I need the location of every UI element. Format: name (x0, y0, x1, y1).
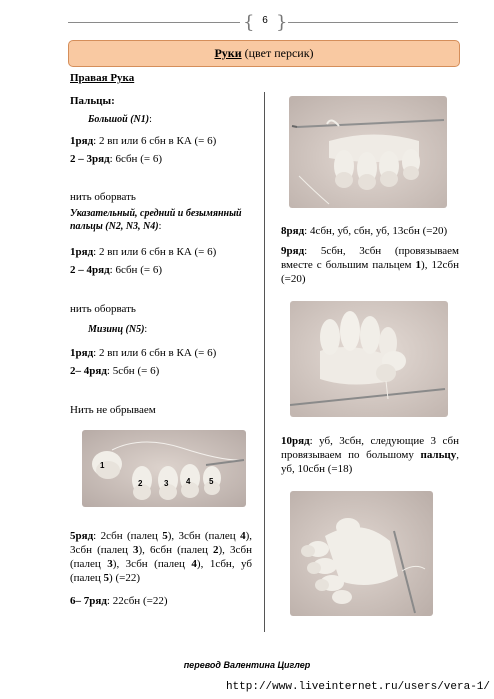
photo-thumb-joined (290, 301, 448, 417)
finger-label-5: 5 (209, 477, 214, 486)
column-divider (264, 92, 265, 632)
thumb-row-1: 1ряд: 2 вп или 6 сбн в КА (= 6) (70, 135, 217, 147)
header-brace-left: { (243, 12, 255, 33)
page-number: 6 (262, 15, 268, 26)
header-rule-left (68, 22, 240, 23)
pinky-label: Мизинц (N5): (88, 324, 148, 335)
middle-fingers-label: Указательный, средний и безымянный пальцы (N2, N3, N4): (70, 208, 242, 232)
finger-label-4: 4 (186, 477, 191, 486)
row-8: 8ряд: 4сбн, уб, сбн, уб, 13сбн (=20) (281, 225, 448, 237)
middle-row-1: 1ряд: 2 вп или 6 сбн в КА (= 6) (70, 246, 217, 258)
finger-label-3: 3 (164, 479, 169, 488)
header-rule-right (288, 22, 458, 23)
pinky-row-2-4: 2– 4ряд: 5сбн (= 6) (70, 365, 160, 377)
section-title: Руки (214, 46, 242, 60)
photo-fingers-on-hook (289, 96, 447, 208)
photo-finished-hand (290, 491, 433, 616)
fingers-label: Пальцы: (70, 95, 115, 107)
right-hand-heading: Правая Рука (70, 72, 135, 84)
photo-five-fingers (82, 430, 246, 507)
row-6-7: 6– 7ряд: 22сбн (=22) (70, 595, 168, 607)
cut-yarn-2: нить оборвать (70, 303, 136, 315)
row-10: 10ряд: уб, 3сбн, следующие 3 сбн провязываем по большому пальцу, уб, 10сбн (=18) (281, 435, 459, 475)
translator-credit: перевод Валентина Циглер (183, 660, 311, 670)
cut-yarn-1: нить оборвать (70, 191, 136, 203)
middle-row-2-4: 2 – 4ряд: 6сбн (= 6) (70, 264, 162, 276)
thumb-label: Большой (N1): (88, 114, 152, 125)
section-subtitle: (цвет персик) (241, 46, 314, 60)
source-url: http://www.liveinternet.ru/users/vera-1/ (225, 681, 490, 693)
row-5: 5ряд: 2сбн (палец 5), 3сбн (палец 4), 3сбн (палец 3), 6сбн (палец 2), 3сбн (палец 3), 3сбн (палец 4), 1сбн, уб (палец 5) (=22) (70, 530, 253, 584)
finger-label-2: 2 (138, 479, 143, 488)
row-9: 9ряд: 5сбн, 3сбн (провязываем вместе с большим пальцем 1), 12сбн (=20) (281, 245, 459, 285)
pinky-row-1: 1ряд: 2 вп или 6 сбн в КА (= 6) (70, 347, 217, 359)
thumb-row-2-3: 2 – 3ряд: 6сбн (= 6) (70, 153, 162, 165)
header-brace-right: } (276, 12, 288, 33)
section-banner (68, 40, 460, 67)
finger-label-1: 1 (100, 461, 105, 470)
do-not-cut: Нить не обрываем (70, 404, 156, 416)
